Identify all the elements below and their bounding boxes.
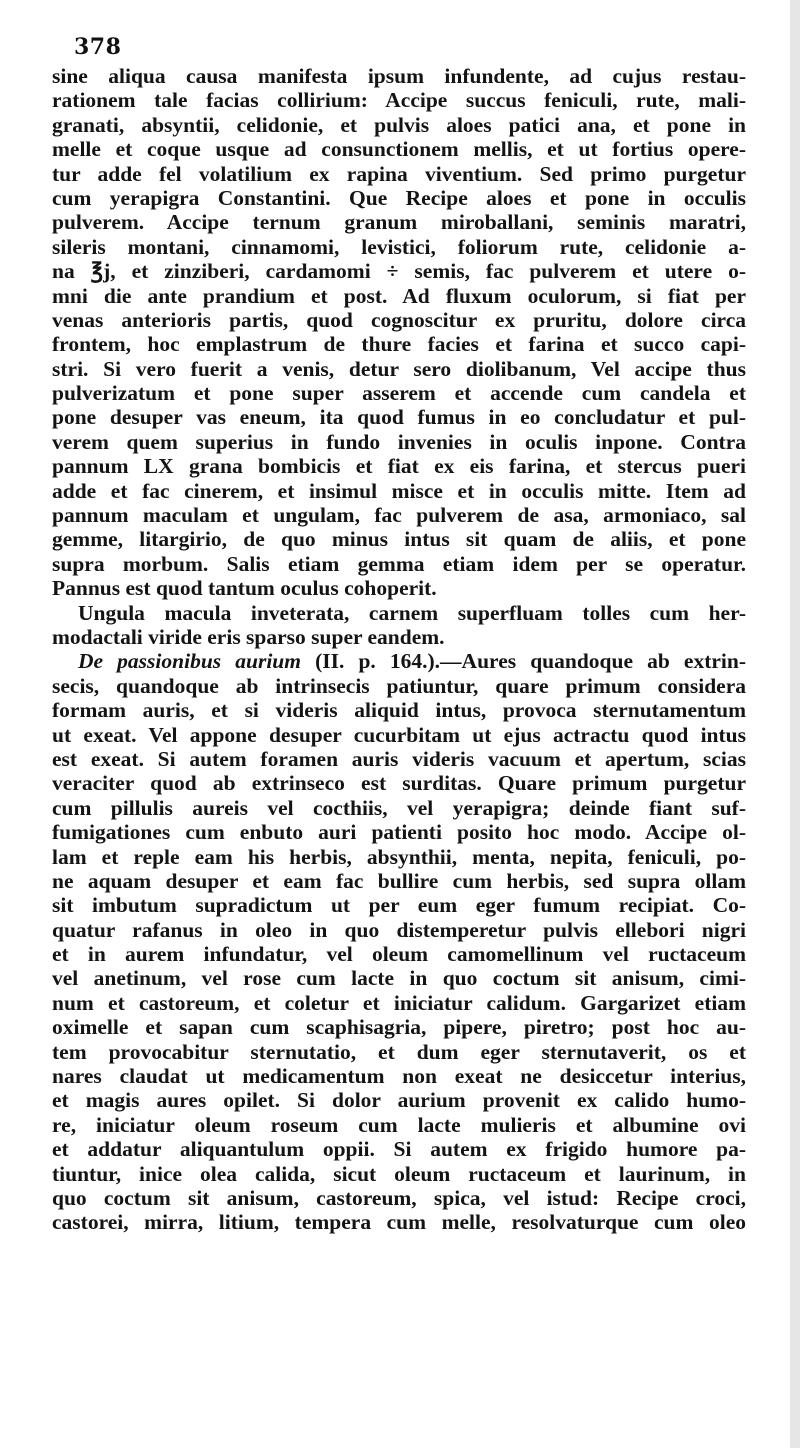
text-line: rationem tale facias collirium: Accipe succus feniculi, rute, mali-	[52, 88, 746, 113]
page-edge-shadow	[790, 0, 800, 1448]
text-line: granati, absyntii, celidonie, et pulvis aloes patici ana, et pone in	[52, 112, 746, 137]
text-line: sine aliqua causa manifesta ipsum infundente, ad cujus restau-	[52, 64, 746, 88]
text-line: pulverizatum et pone super asserem et accende cum candela et	[52, 381, 746, 406]
text-line: et magis aures opilet. Si dolor aurium provenit ex calido humo-	[52, 1088, 746, 1113]
text-line: cum yerapigra Constantini. Que Recipe aloes et pone in occulis	[52, 185, 746, 210]
section-heading-rest: (II. p. 164.).—Aures quandoque ab extrin-	[300, 649, 747, 674]
text-line: castorei, mirra, litium, tempera cum melle, resolvaturque cum oleo	[52, 1210, 746, 1235]
text-line: pone desuper vas eneum, ita quod fumus in eo concludatur et pul-	[52, 405, 746, 430]
text-line: oximelle et sapan cum scaphisagria, pipere, piretro; post hoc au-	[52, 1015, 746, 1040]
text-line: ut exeat. Vel appone desuper cucurbitam ut ejus actractu quod intus	[52, 722, 746, 747]
text-line: nares claudat ut medicamentum non exeat ne desiccetur interius,	[52, 1064, 746, 1089]
text-line: pannum LX grana bombicis et fiat ex eis farina, et stercus pueri	[52, 454, 746, 479]
text-line: vel anetinum, vel rose cum lacte in quo coctum sit anisum, cimi-	[52, 966, 746, 991]
text-line: gemme, litargirio, de quo minus intus sit quam de aliis, et pone	[52, 527, 746, 552]
text-line: melle et coque usque ad consunctionem mellis, et ut fortius opere-	[52, 137, 746, 162]
text-line: formam auris, et si videris aliquid intus, provoca sternutamentum	[52, 698, 746, 723]
text-line: pulverem. Accipe ternum granum miroballani, seminis maratri,	[52, 210, 746, 235]
text-line: mni die ante prandium et post. Ad fluxum oculorum, si fiat per	[52, 283, 746, 308]
text-line: supra morbum. Salis etiam gemma etiam idem per se operatur.	[52, 551, 746, 576]
text-line: veraciter quod ab extrinseco est surditas. Quare primum purgetur	[52, 771, 746, 796]
text-line: stri. Si vero fuerit a venis, detur sero diolibanum, Vel accipe thus	[52, 356, 746, 381]
text-line: quatur rafanus in oleo in quo distemperetur pulvis ellebori nigri	[52, 917, 746, 942]
text-line: et addatur aliquantulum oppii. Si autem ex frigido humore pa-	[52, 1137, 746, 1162]
text-line: Ungula macula inveterata, carnem superfluam tolles cum her-	[78, 600, 746, 625]
text-line: venas anterioris partis, quod cognoscitur ex pruritu, dolore circa	[52, 307, 746, 332]
text-line: quo coctum sit anisum, castoreum, spica, vel istud: Recipe croci,	[52, 1185, 746, 1210]
text-line: adde et fac cinerem, et insimul misce et in occulis mitte. Item ad	[52, 478, 746, 503]
section-heading-line	[52, 649, 746, 673]
text-line: num et castoreum, et coletur et iniciatur calidum. Gargarizet etiam	[52, 990, 746, 1015]
page-number: 378	[74, 34, 122, 60]
body-text	[52, 64, 746, 1235]
text-line: na ℥j, et zinziberi, cardamomi ÷ semis, fac pulverem et utere o-	[52, 259, 746, 284]
text-line: sit imbutum supradictum ut per eum eger fumum recipiat. Co-	[52, 893, 746, 918]
text-line: tem provocabitur sternutatio, et dum eger sternutaverit, os et	[52, 1039, 746, 1064]
text-line: sileris montani, cinnamomi, levistici, foliorum rute, celidonie a-	[52, 234, 746, 259]
text-line: re, iniciatur oleum roseum cum lacte mulieris et albumine ovi	[52, 1112, 746, 1137]
text-line: Pannus est quod tantum oculus cohoperit.	[52, 576, 437, 601]
text-line: pannum maculam et ungulam, fac pulverem de asa, armoniaco, sal	[52, 503, 746, 528]
text-line: lam et reple eam his herbis, absynthii, menta, nepita, feniculi, po-	[52, 844, 746, 869]
text-line: cum pillulis aureis vel cocthiis, vel yerapigra; deinde fiant suf-	[52, 795, 746, 820]
text-line: tur adde fel volatilium ex rapina viventium. Sed primo purgetur	[52, 161, 746, 186]
text-line: tiuntur, inice olea calida, sicut oleum ructaceum et laurinum, in	[52, 1161, 746, 1186]
text-line: verem quem superius in fundo invenies in oculis inpone. Contra	[52, 429, 746, 454]
text-line: modactali viride eris sparso super eandem.	[52, 624, 445, 649]
text-line: et in aurem infundatur, vel oleum camomellinum vel ructaceum	[52, 942, 746, 967]
text-line: secis, quandoque ab intrinsecis patiuntur, quare primum considera	[52, 673, 746, 698]
text-line: ne aquam desuper et eam fac bullire cum herbis, sed supra ollam	[52, 868, 746, 893]
text-line: fumigationes cum enbuto auri patienti posito hoc modo. Accipe ol-	[52, 820, 746, 845]
section-heading-title: De passionibus aurium	[78, 649, 301, 674]
text-line: est exeat. Si autem foramen auris videris vacuum et apertum, scias	[52, 746, 746, 771]
text-line: frontem, hoc emplastrum de thure facies et farina et succo capi-	[52, 332, 746, 357]
